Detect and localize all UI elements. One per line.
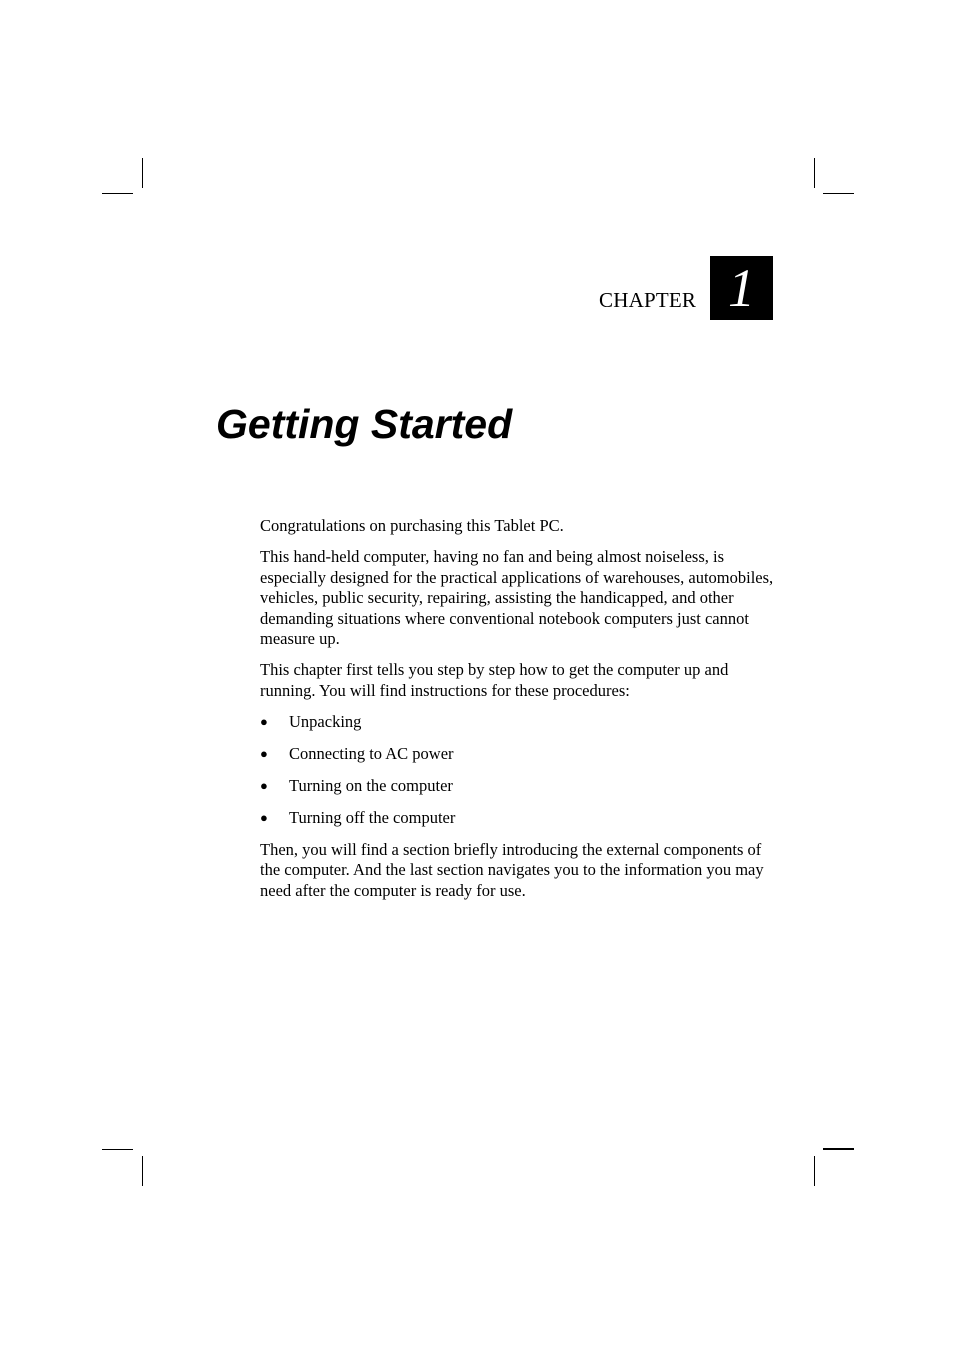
list-item: [260, 712, 780, 733]
crop-mark-top-right-vertical: [814, 158, 815, 188]
procedures-intro-paragraph: This chapter first tells you step by step how to get the computer up and running. You will find instructions for these procedures:: [260, 660, 729, 700]
crop-mark-top-right-horizontal: [823, 193, 854, 194]
list-item: [260, 808, 780, 829]
bullet-icon: ●: [260, 809, 268, 825]
intro-paragraph: Congratulations on purchasing this Tablet PC.: [260, 516, 564, 535]
list-item: [260, 776, 780, 797]
chapter-number-box: 1: [710, 256, 773, 320]
page-title: Getting Started: [216, 401, 513, 447]
list-item: [260, 744, 780, 765]
list-item-label: Turning off the computer: [289, 807, 456, 827]
closing-paragraph: Then, you will find a section briefly introducing the external components of the computer. And the last section navigates you to the information you may need after the computer is ready for use.: [260, 839, 764, 900]
procedure-list: [260, 712, 780, 829]
crop-mark-bottom-right-vertical: [814, 1156, 815, 1186]
crop-mark-top-left-vertical: [142, 158, 143, 188]
description-paragraph: This hand-held computer, having no fan and being almost noiseless, is especially designed for the practical applications of warehouses, automobiles, vehicles, public security, repairing, assisting the handicapped, and other demanding situations where conventional notebook computers just cannot measure up.: [260, 547, 774, 648]
list-item-label: Unpacking: [289, 711, 362, 731]
crop-mark-bottom-right-horizontal: [823, 1148, 854, 1150]
bullet-icon: ●: [260, 713, 268, 729]
crop-mark-top-left-horizontal: [102, 193, 133, 194]
chapter-body: [260, 516, 780, 912]
bullet-icon: ●: [260, 777, 268, 793]
crop-mark-bottom-left-horizontal: [102, 1149, 133, 1150]
bullet-icon: ●: [260, 745, 268, 761]
chapter-label: CHAPTER: [599, 288, 697, 312]
list-item-label: Connecting to AC power: [289, 743, 454, 763]
crop-mark-bottom-left-vertical: [142, 1156, 143, 1186]
list-item-label: Turning on the computer: [289, 775, 453, 795]
